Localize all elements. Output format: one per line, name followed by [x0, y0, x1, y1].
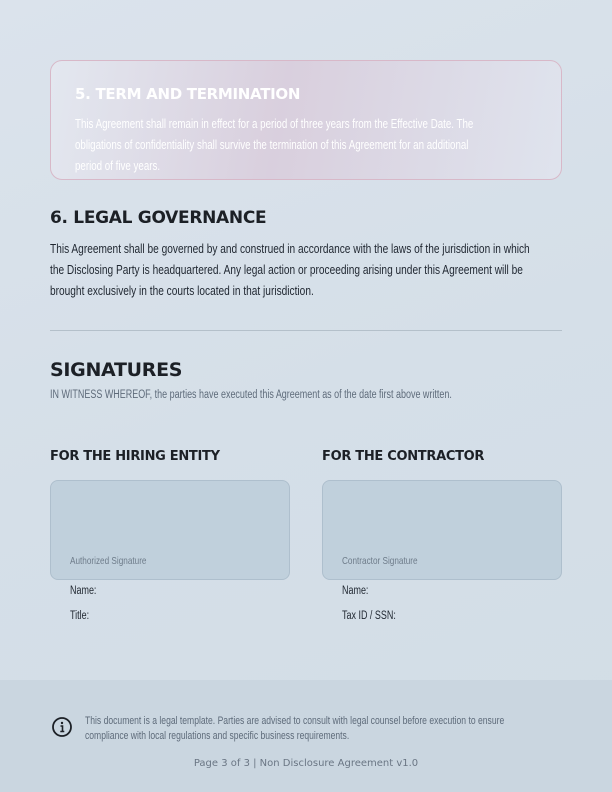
text-line: brought exclusively in the courts located in that jurisdiction.: [50, 283, 314, 298]
text-line: This document is a legal template. Parties are advised to consult with legal counsel before execution to ensure: [85, 715, 505, 727]
section-6-body: [50, 238, 530, 301]
contractor-taxid-field: Tax ID / SSN:: [342, 610, 396, 622]
text-line: the Disclosing Party is headquartered. Any legal action or proceeding arising under this Agreement will be: [50, 262, 523, 277]
page-info: Page 3 of 3 | Non Disclosure Agreement v1.0: [193, 758, 419, 769]
text-line: compliance with local regulations and specific business requirements.: [85, 730, 350, 742]
text-line: This Agreement shall remain in effect for a period of three years from the Effective Date. The: [75, 117, 474, 131]
text-line: period of five years.: [75, 159, 161, 173]
divider: [50, 330, 562, 331]
text-line: This Agreement shall be governed by and construed in accordance with the laws of the jurisdiction in which: [50, 241, 530, 256]
signature-label: Authorized Signature: [70, 555, 147, 567]
hiring-title-field: Title:: [70, 610, 90, 622]
text-line: obligations of confidentiality shall survive the termination of this Agreement for an additional: [75, 138, 469, 152]
section-5-body: [75, 114, 473, 177]
section-5-title: 5. TERM AND TERMINATION: [75, 85, 301, 103]
footer: [0, 680, 612, 792]
signatures-title: SIGNATURES: [50, 359, 183, 381]
contractor-signature-box[interactable]: [322, 480, 562, 580]
term-termination-card: [50, 60, 562, 180]
signatures-intro: IN WITNESS WHEREOF, the parties have executed this Agreement as of the date first above written.: [50, 389, 452, 401]
info-icon: [51, 716, 73, 738]
contractor-title: FOR THE CONTRACTOR: [322, 449, 485, 464]
hiring-name-field: Name:: [70, 585, 97, 597]
contractor-name-field: Name:: [342, 585, 369, 597]
hiring-entity-title: FOR THE HIRING ENTITY: [50, 449, 220, 464]
hiring-signature-box[interactable]: [50, 480, 290, 580]
legal-notice: [85, 714, 504, 744]
section-6-title: 6. LEGAL GOVERNANCE: [50, 208, 267, 228]
signature-label: Contractor Signature: [342, 555, 418, 567]
